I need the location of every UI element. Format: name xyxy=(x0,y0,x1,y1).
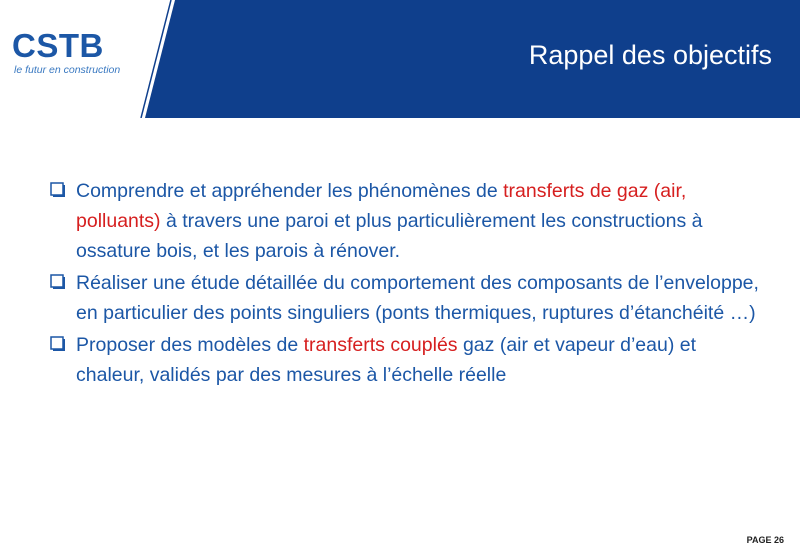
objective-text-part: Comprendre et appréhender les phénomènes de xyxy=(76,180,504,202)
slide-title: Rappel des objectifs xyxy=(528,40,772,70)
logo-tagline: le futur en construction xyxy=(14,64,121,76)
objectives-list xyxy=(48,176,768,392)
objective-item xyxy=(48,330,768,390)
objective-item xyxy=(48,268,768,328)
objective-highlight: transferts couplés xyxy=(303,334,458,356)
logo-wordmark: CSTB xyxy=(12,27,104,64)
objective-text-part: à travers une paroi et plus particulièrement les constructions à ossature bois, et les parois à rénover. xyxy=(76,210,703,262)
checkbox-bullet-icon xyxy=(50,336,65,351)
objective-text-part: gaz (air et vapeur d’eau) et chaleur, validés par des mesures à l’échelle réelle xyxy=(76,334,697,386)
checkbox-bullet-icon xyxy=(50,182,65,197)
cstb-logo xyxy=(12,27,142,77)
objective-text-part: Réaliser une étude détaillée du comportement des composants de l’enveloppe, en particulier des points singuliers (ponts thermiques, ruptures d’étanchéité …) xyxy=(76,272,759,324)
checkbox-bullet-icon xyxy=(50,274,65,289)
page-number: PAGE 26 xyxy=(746,535,784,545)
objective-text-part: Proposer des modèles de xyxy=(76,334,304,356)
objective-highlight: transferts de gaz (air, polluants) xyxy=(76,180,687,232)
objective-item xyxy=(48,176,768,266)
